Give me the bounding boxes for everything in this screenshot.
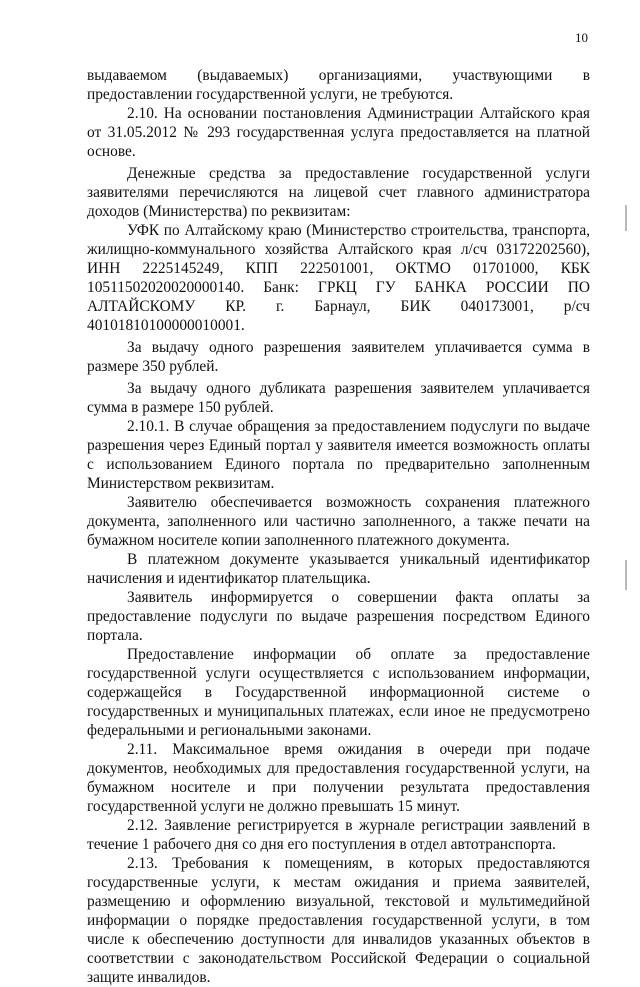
section-2-10-paragraph: 2.10. На основании постановления Администрации Алтайского края от 31.05.2012 № 293 государственная услуга предоставляется на платной основе. xyxy=(87,105,590,160)
scan-edge-mark-upper xyxy=(625,205,627,231)
identifier-paragraph: В платежном документе указывается уникальный идентификатор начисления и идентификатор плательщика. xyxy=(87,551,590,587)
bank-requisites-paragraph: УФК по Алтайскому краю (Министерство строительства, транспорта, жилищно-коммунального хозяйства Алтайского края л/сч 03172202560), ИНН 2225145249, КПП 222501001, ОКТМО 01701000, КБК 10511502020020000140. Банк: ГРКЦ ГУ БАНКА РОССИИ ПО АЛТАЙСКОМУ КР. г. Барнаул, БИК 040173001, р/сч 40101810100000010001. xyxy=(87,222,590,334)
permit-fee-paragraph: За выдачу одного разрешения заявителем уплачивается сумма в размере 350 рублей. xyxy=(87,339,590,375)
scan-edge-mark-lower xyxy=(625,560,627,590)
page-number: 10 xyxy=(575,30,588,45)
section-2-10-1-paragraph: 2.10.1. В случае обращения за предоставлением подуслуги по выдаче разрешения через Единый портал у заявителя имеется возможность оплаты с использованием Единого портала по предварительно заполненным Министерством реквизитам. xyxy=(87,418,590,492)
section-2-11-paragraph: 2.11. Максимальное время ожидания в очереди при подаче документов, необходимых для предоставления государственной услуги, на бумажном носителе и при получении результата предоставления государственной услуги не должно превышать 15 минут. xyxy=(87,741,590,815)
paragraph: выдаваемом (выдаваемых) организациями, участвующими в предоставлении государственной услуги, не требуются. xyxy=(87,67,590,103)
payment-information-paragraph: Предоставление информации об оплате за предоставление государственной услуги осуществляется с использованием информации, содержащейся в Государственной информационной системе о государственных и муниципальных платежах, если иное не предусмотрено федеральными и региональными законами. xyxy=(87,646,590,739)
duplicate-fee-paragraph: За выдачу одного дубликата разрешения заявителем уплачивается сумма в размере 150 рублей. xyxy=(87,380,590,416)
section-2-13-paragraph: 2.13. Требования к помещениям, в которых предоставляются государственные услуги, к местам ожидания и приема заявителей, размещению и оформлению визуальной, текстовой и мультимедийной информации о порядке предоставления государственной услуги, в том числе к обеспечению доступности для инвалидов указанных объектов в соответствии с законодательством Российской Федерации о социальной защите инвалидов. xyxy=(87,855,590,986)
section-2-12-paragraph: 2.12. Заявление регистрируется в журнале регистрации заявлений в течение 1 рабочего дня со дня его поступления в отдел автотранспорта. xyxy=(87,817,590,853)
payment-document-paragraph: Заявителю обеспечивается возможность сохранения платежного документа, заполненного или частично заполненного, а также печати на бумажном носителе копии заполненного платежного документа. xyxy=(87,494,590,549)
payment-intro-paragraph: Денежные средства за предоставление государственной услуги заявителями перечисляются на лицевой счет главного администратора доходов (Министерства) по реквизитам: xyxy=(87,165,590,220)
payment-notification-paragraph: Заявитель информируется о совершении факта оплаты за предоставление подуслуги по выдаче разрешения посредством Единого портала. xyxy=(87,589,590,644)
document-body xyxy=(87,66,590,987)
